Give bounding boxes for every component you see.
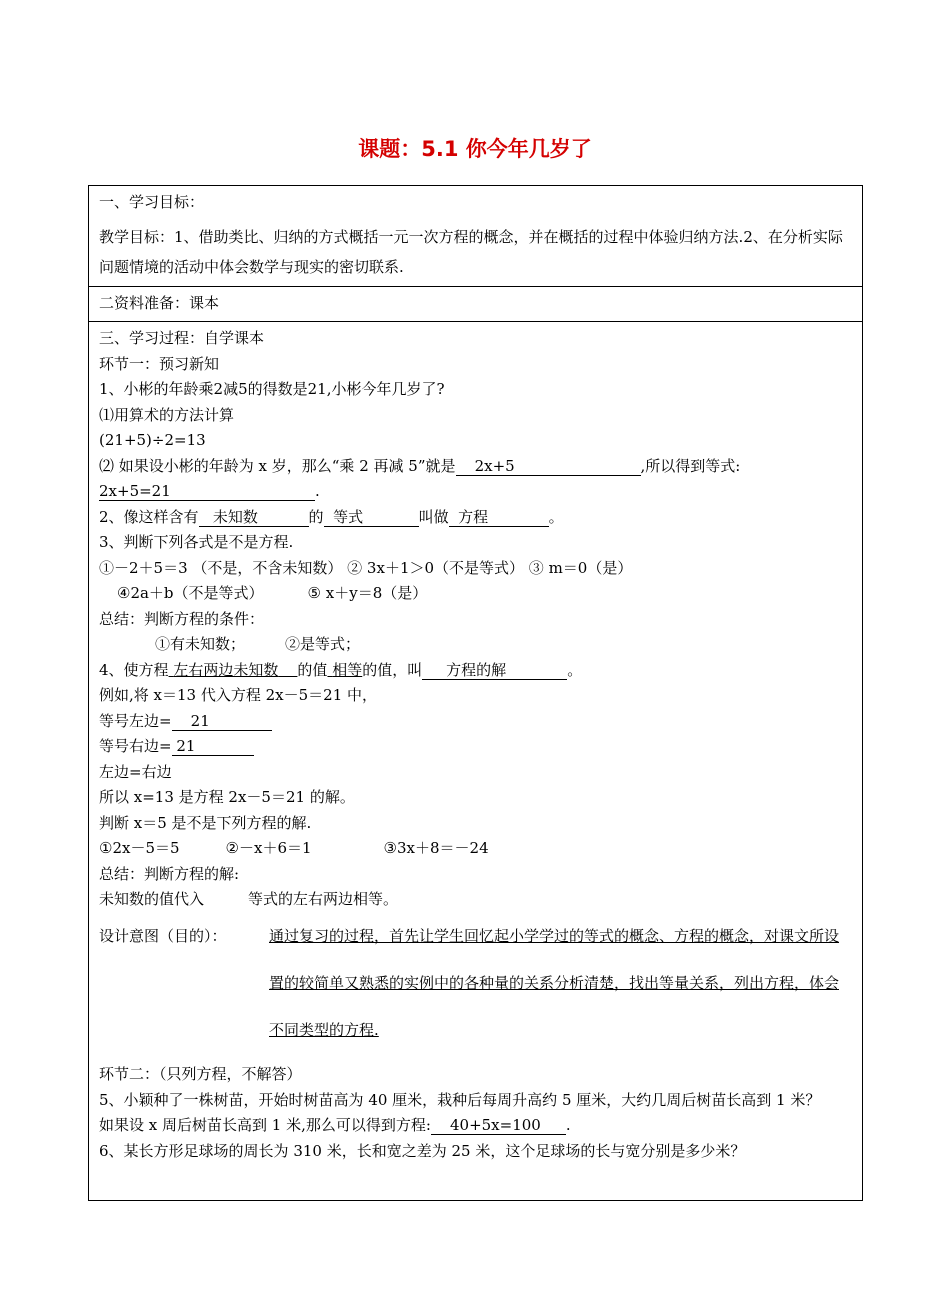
q4-mid-1: 的值 xyxy=(297,660,328,679)
q5-answer: 40+5x=100 xyxy=(449,1116,541,1134)
right-blank xyxy=(172,737,254,756)
q1b-answer: 2x+5 xyxy=(474,456,515,475)
cell-materials xyxy=(89,287,863,322)
q2-blank-1 xyxy=(199,508,309,527)
q3-item-4: ④2a＋b（不是等式） xyxy=(117,584,264,602)
judge-item-c: ③3x＋8＝－24 xyxy=(383,839,489,857)
q2-end: 。 xyxy=(548,507,564,526)
section2-heading: 二资料准备：课本 xyxy=(99,294,220,312)
question-1b xyxy=(99,454,852,480)
question-1: 1、小彬的年龄乘2减5的得数是21,小彬今年几岁了? xyxy=(99,380,445,398)
lesson-table xyxy=(88,185,863,1201)
summary-2-text xyxy=(99,887,852,913)
q1b-text: ⑵ 如果设小彬的年龄为 x 岁，那么“乘 2 再减 5”就是 xyxy=(99,456,456,475)
q1b-post: ,所以得到等式: xyxy=(640,456,741,475)
q2-answer-1: 未知数 xyxy=(212,507,258,526)
page-title: 课题：5.1 你今年几岁了 xyxy=(358,137,592,161)
q2-pre: 2、像这样含有 xyxy=(99,507,199,526)
q5-blank xyxy=(431,1116,566,1135)
left-equals-right: 左边=右边 xyxy=(99,762,172,781)
summary-2-b: 等式的左右两边相等。 xyxy=(248,890,399,908)
q2-blank-2 xyxy=(324,508,419,527)
q3-item-5: ⑤ x＋y＝8（是） xyxy=(307,584,428,602)
summary-2: 总结：判断方程的解: xyxy=(99,864,240,883)
judge-item-b: ②－x＋6＝1 xyxy=(225,839,312,857)
summary-1-item-b: ②是等式； xyxy=(285,635,361,653)
part2-title: 环节二：（只列方程，不解答） xyxy=(99,1064,302,1083)
question-3-line-1: ①－2＋5＝3 （不是，不含未知数） ② 3x＋1＞0（不是等式） ③ m＝0（是） xyxy=(99,558,633,577)
q1b-answer-blank xyxy=(456,457,641,476)
section1-heading: 一、学习目标： xyxy=(99,193,205,211)
design-label: 设计意图（目的）： xyxy=(99,926,227,945)
q4-mid-2: 的值，叫 xyxy=(362,660,423,679)
q4-answer-1: 左右两边未知数 xyxy=(173,660,279,679)
row-materials xyxy=(89,287,863,322)
example: 例如,将 x＝13 代入方程 2x－5＝21 中， xyxy=(99,686,378,704)
cell-process xyxy=(89,322,863,1201)
q2-mid-2: 叫做 xyxy=(418,507,449,526)
q2-answer-2: 等式 xyxy=(333,507,364,526)
judge-item-a: ①2x－5＝5 xyxy=(99,839,180,857)
question-1a: ⑴用算术的方法计算 xyxy=(99,405,235,424)
q4-answer-3: 方程的解 xyxy=(446,660,507,679)
question-5: 5、小颖种了一株树苗，开始时树苗高为 40 厘米，栽种后每周升高约 5 厘米，大约几周后树苗长高到 1 米？ xyxy=(99,1091,821,1109)
right-side xyxy=(99,734,852,760)
q1b-equation: 2x+5=21 xyxy=(99,482,171,500)
summary-2-a: 未知数的值代入 xyxy=(99,890,205,908)
row-process xyxy=(89,322,863,1201)
section3-heading: 三、学习过程：自学课本 xyxy=(99,329,265,347)
question-3: 3、判断下列各式是不是方程. xyxy=(99,533,294,551)
left-label: 等号左边= xyxy=(99,711,172,730)
q4-pre: 4、使方程 xyxy=(99,660,169,679)
q2-mid-1: 的 xyxy=(308,507,324,526)
q4-blank-3 xyxy=(422,661,567,680)
q2-answer-3: 方程 xyxy=(458,507,489,526)
question-1a-calc: (21+5)÷2=13 xyxy=(99,431,206,449)
left-blank xyxy=(172,712,272,731)
q5-pre: 如果设 x 周后树苗长高到 1 米,那么可以得到方程: xyxy=(99,1116,431,1134)
question-2 xyxy=(99,505,852,531)
right-value: 21 xyxy=(176,737,196,755)
summary-1-items xyxy=(99,632,852,658)
q4-end: 。 xyxy=(567,660,583,679)
part1-title: 环节一：预习新知 xyxy=(99,354,220,373)
row-goals xyxy=(89,186,863,287)
question-5-equation xyxy=(99,1113,852,1139)
q4-answer-2: 相等 xyxy=(332,660,363,679)
conclusion: 所以 x=13 是方程 2x－5＝21 的解。 xyxy=(99,788,355,806)
judge-items xyxy=(99,836,852,862)
teaching-goal: 教学目标：1、借助类比、归纳的方式概括一元一次方程的概念，并在概括的过程中体验归纳方法.2、在分析实际问题情境的活动中体会数学与现实的密切联系. xyxy=(99,227,843,276)
question-4 xyxy=(99,658,852,684)
cell-goals xyxy=(89,186,863,287)
left-side xyxy=(99,709,852,735)
left-value: 21 xyxy=(190,711,210,730)
judge-question: 判断 x＝5 是不是下列方程的解. xyxy=(99,813,312,832)
right-label: 等号右边= xyxy=(99,737,172,755)
design-intent xyxy=(99,921,852,1062)
question-3-line-2 xyxy=(99,581,852,607)
q1b-equation-blank xyxy=(99,482,315,501)
design-text: 通过复习的过程，首先让学生回忆起小学学过的等式的概念、方程的概念，对课文所设置的较简单又熟悉的实例中的各种量的关系分析清楚，找出等量关系，列出方程，体会不同类型的方程. xyxy=(269,926,840,1039)
summary-1: 总结：判断方程的条件： xyxy=(99,609,265,628)
q2-blank-3 xyxy=(449,508,549,527)
question-6: 6、某长方形足球场的周长为 310 米，长和宽之差为 25 米，这个足球场的长与宽分别是多少米？ xyxy=(99,1141,746,1160)
question-1b-equation xyxy=(99,479,852,505)
summary-1-item-a: ①有未知数； xyxy=(155,635,246,653)
q1b-end: . xyxy=(315,482,320,500)
q5-end: . xyxy=(565,1116,571,1134)
